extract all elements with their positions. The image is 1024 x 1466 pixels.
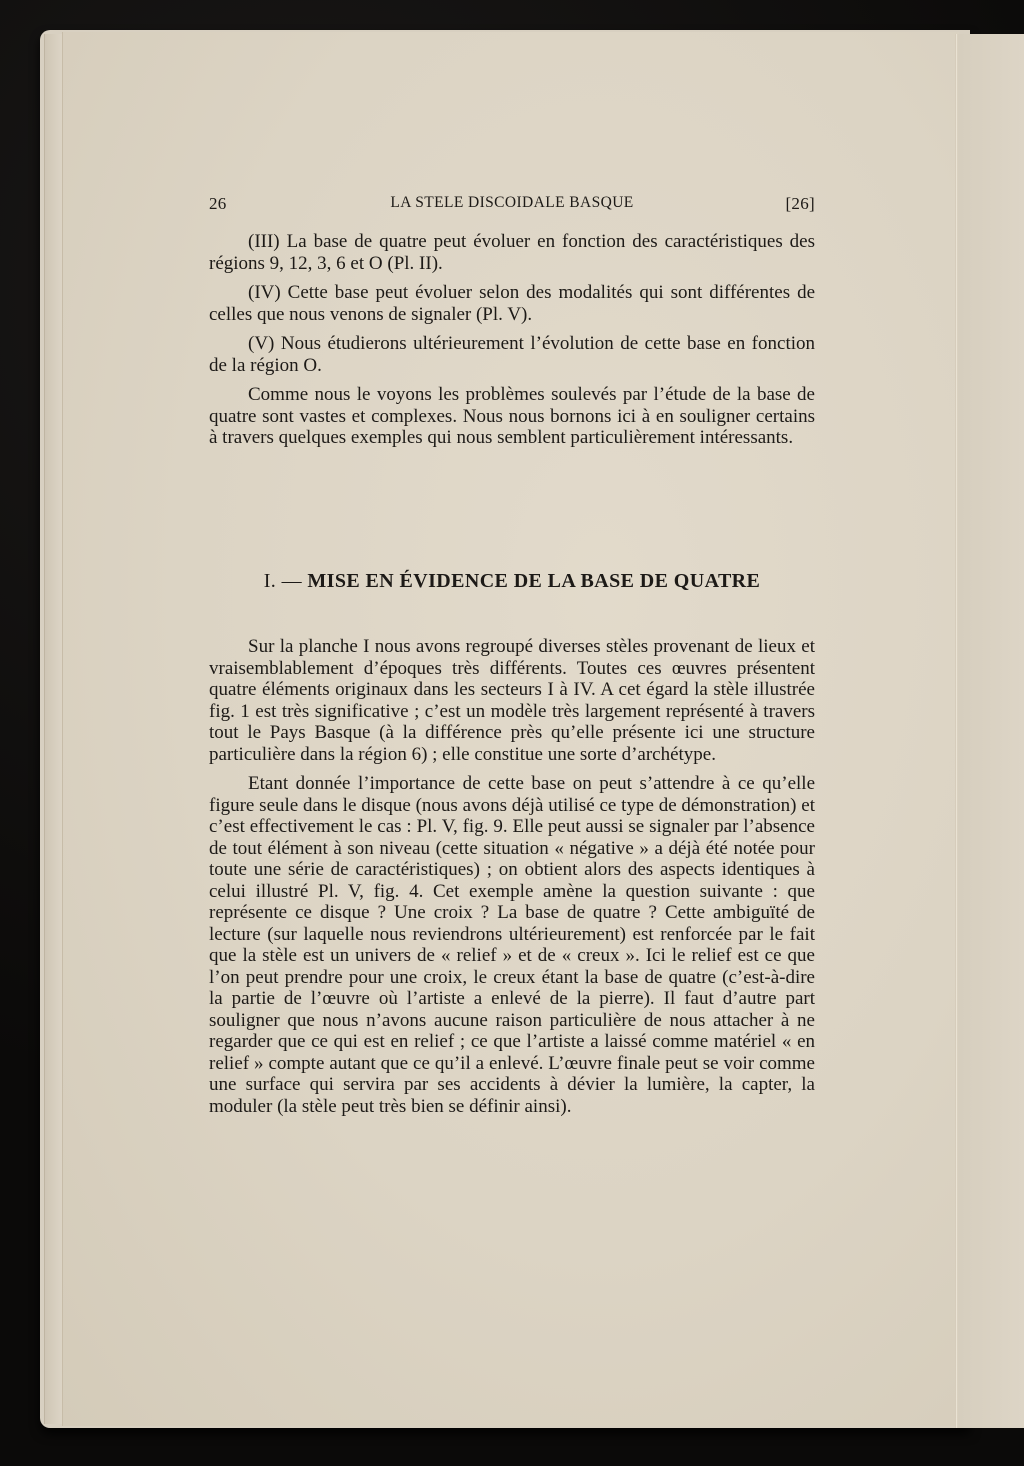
page-number-bracketed: [26] — [785, 194, 815, 213]
section-body — [209, 636, 815, 1117]
paragraph-importance: Etant donnée l’importance de cette base on peut s’attendre à ce qu’elle figure seule dans le disque (nous avons déjà utilisé ce type de démonstration) et c’est effectivement le cas : Pl. V, fig. 9. Elle peut aussi se signaler par l’absence de tout élément à son niveau (cette situation « négative » a déjà été notée pour toute une série de caractéristiques) ; on obtient alors des aspects identiques à celui illustré Pl. V, fig. 4. Cet exemple amène la question suivante : que représente ce disque ? Une croix ? La base de quatre ? Cette ambiguïté de lecture (sur laquelle nous reviendrons ultérieurement) est renforcée par le fait que la stèle est un univers de « relief » et de « creux ». Ici le relief est ce que l’on peut prendre pour une croix, le creux étant la base de quatre (c’est-à-dire la partie de l’œuvre où l’artiste a enlevé de la pierre). Il faut d’autre part souligner que nous n’avons aucune raison particulière de nous attacher à ne regarder que ce qui est en relief ; ce que l’artiste a laissé comme matériel « en relief » compte autant que ce qu’il a enlevé. L’œuvre finale peut se voir comme une surface qui servira par ses accidents à dévier la lumière, la capter, la moduler (la stèle peut très bien se définir ainsi). — [209, 773, 815, 1117]
paragraph-v: (V) Nous étudierons ultérieurement l’évolution de cette base en fonction de la région O. — [209, 333, 815, 376]
paragraph-iii: (III) La base de quatre peut évoluer en fonction des caractéristiques des régions 9, 12, 3, 6 et O (Pl. II). — [209, 231, 815, 274]
page-number: 26 — [209, 194, 227, 213]
section-title: MISE EN ÉVIDENCE DE LA BASE DE QUATRE — [307, 570, 761, 592]
paragraph-summary: Comme nous le voyons les problèmes soulevés par l’étude de la base de quatre sont vastes et complexes. Nous nous bornons ici à en souligner certains à travers quelques exemples qui nous semblent particulièrement intéressants. — [209, 384, 815, 448]
paragraph-iv: (IV) Cette base peut évoluer selon des modalités qui sont différentes de celles que nous venons de signaler (Pl. V). — [209, 282, 815, 325]
facing-page-edge — [958, 34, 1024, 1428]
page-content — [209, 190, 815, 1117]
section-heading — [209, 570, 815, 593]
running-head — [209, 190, 815, 220]
running-title: LA STELE DISCOIDALE BASQUE — [390, 194, 634, 211]
section-number: I. — — [263, 570, 302, 592]
paragraph-planche-i: Sur la planche I nous avons regroupé diverses stèles provenant de lieux et vraisemblablement d’époques très différents. Toutes ces œuvres présentent quatre éléments originaux dans les secteurs I à IV. A cet égard la stèle illustrée fig. 1 est très significative ; c’est un modèle très largement représenté à travers tout le Pays Basque (à la différence près qu’elle présente ici une structure particulière dans la région 6) ; elle constitue une sorte d’archétype. — [209, 636, 815, 765]
